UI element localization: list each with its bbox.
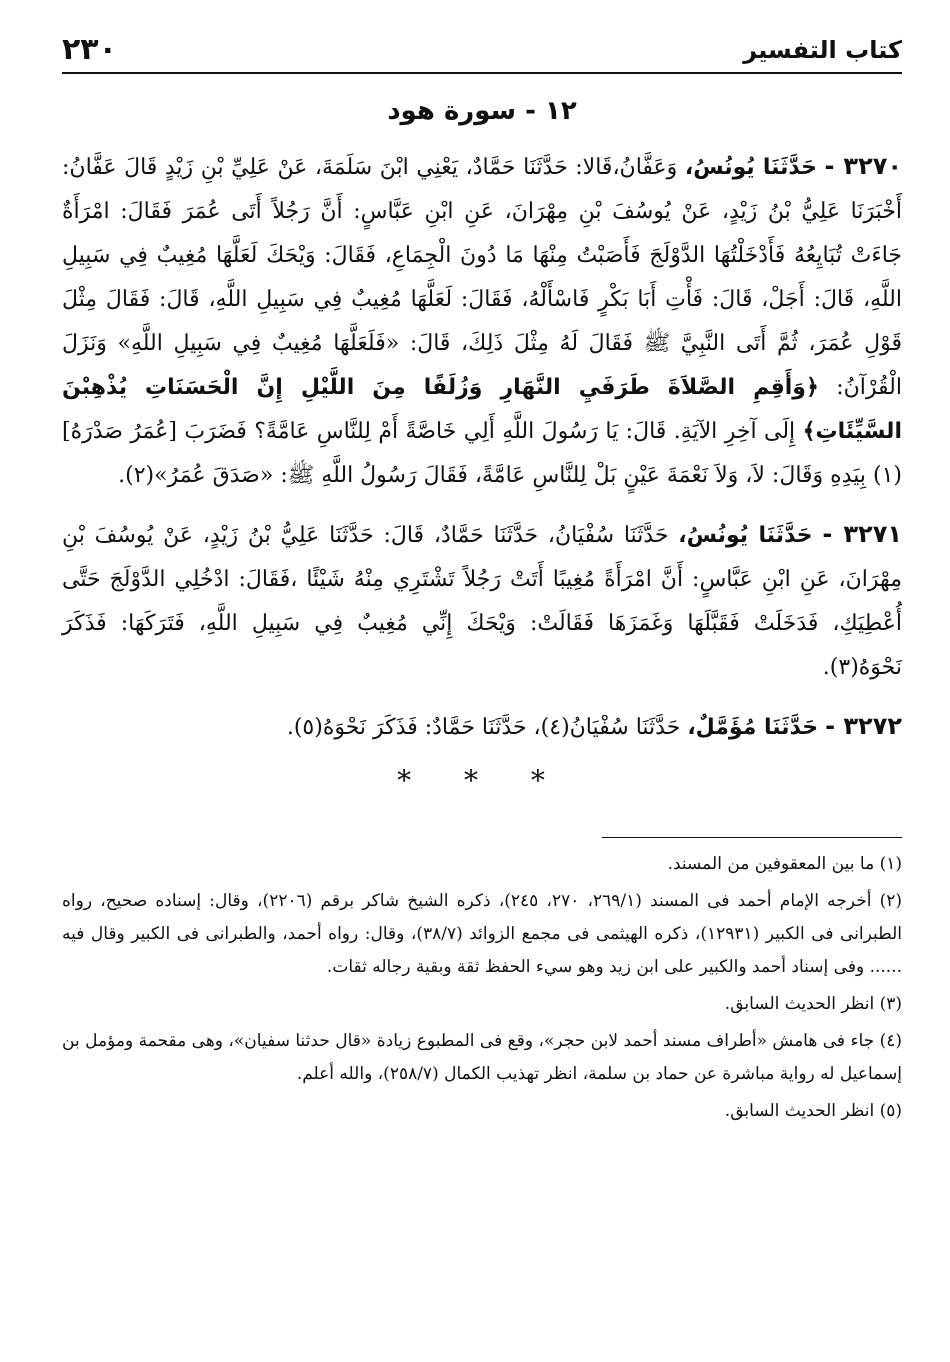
footnote-1: (١) ما بين المعقوفين من المسند. bbox=[667, 854, 902, 874]
hadith-text: حَدَّثَنَا سُفْيَانُ(٤)، حَدَّثَنَا حَمَّادٌ: فَذَكَرَ نَحْوَهُ(٥). bbox=[286, 715, 681, 740]
footnote-4: (٤) جاء فى هامش «أطراف مسند أحمد لابن حجر»، وقع فى المطبوع زيادة «قال حدثنا سفيان»، وهى مقحمة ومؤمل بن إسماعيل له رواية مباشرة عن حماد بن سلمة، انظر تهذيب الكمال (٢٥٨/٧)، والله أعلم. bbox=[62, 1031, 902, 1084]
hadith-3271 bbox=[62, 512, 902, 690]
hadith-text: حَدَّثَنَا سُفْيَانُ، حَدَّثَنَا حَمَّادٌ، قَالَ: حَدَّثَنَا عَلِيُّ بْنُ زَيْدٍ، عَنْ يُوسُفَ بْنِ مِهْرَانَ، عَنِ ابْنِ عَبَّاسٍ: أَنَّ امْرَأَةً مُغِيبًا أَتَتْ رَجُلاً تَشْتَرِي مِنْهُ شَيْئًا ،فَقَالَ: ادْخُلِي الدَّوْلَجَ حَتَّى أُعْطِيَكِ، فَدَخَلَتْ فَقَبَّلَهَا وَغَمَزَهَا فَقَالَتْ: وَيْحَكَ إِنِّي مُغِيبٌ فِي سَبِيلِ اللَّهِ، فَتَرَكَهَا: فَذَكَرَ نَحْوَهُ(٣). bbox=[62, 523, 902, 680]
hadith-number: ٣٢٧٢ - bbox=[825, 712, 902, 740]
page-number: ٢٣٠ bbox=[62, 32, 117, 67]
hadith-lead: حَدَّثَنَا يُونُسُ، bbox=[678, 523, 813, 548]
hadith-number: ٣٢٧٠ - bbox=[824, 152, 903, 180]
footnote-5: (٥) انظر الحديث السابق. bbox=[724, 1101, 902, 1121]
footnote-3: (٣) انظر الحديث السابق. bbox=[724, 994, 902, 1014]
section-separator: * * * bbox=[397, 764, 567, 797]
hadith-lead: حَدَّثَنَا مُؤَمَّلٌ، bbox=[687, 715, 819, 740]
document-page bbox=[62, 30, 902, 1340]
footnote-2: (٢) أخرجه الإمام أحمد فى المسند (٢٦٩/١، ٢٧٠، ٢٤٥)، ذكره الشيخ شاكر برقم (٢٢٠٦)، وقال: إسناده صحيح، رواه الطبرانى فى الكبير (١٢٩٣١)، ذكره الهيثمى فى مجمع الزوائد (٣٨/٧)، وقال: رواه أحمد، والطبرانى فى الكبير وقال فيه ...... وفى إسناد أحمد والكبير على ابن زيد وهو سيء الحفظ ثقة وبقية رجاله ثقات. bbox=[62, 891, 902, 977]
hadith-text-continued: إِلَى آخِرِ الآيَةِ. قَالَ: يَا رَسُولَ اللَّهِ أَلِي خَاصَّةً أَمْ لِلنَّاسِ عَامَّةً؟ فَضَرَبَ [عُمَرُ صَدْرَهُ](١) بِيَدِهِ وَقَالَ: لاَ، وَلاَ نَعْمَةَ عَيْنٍ بَلْ لِلنَّاسِ عَامَّةً، فَقَالَ رَسُولُ اللَّهِ ﷺ: «صَدَقَ عُمَرُ»(٢). bbox=[62, 419, 902, 488]
hadith-3270 bbox=[62, 144, 902, 498]
hadith-number: ٣٢٧١ - bbox=[822, 520, 902, 548]
surah-title: ١٢ - سورة هود bbox=[387, 96, 577, 126]
book-title: كتاب التفسير bbox=[743, 36, 902, 64]
footnote-divider bbox=[602, 837, 902, 838]
page-header bbox=[62, 30, 902, 74]
quran-verse: ﴿وَأَقِمِ الصَّلاَةَ طَرَفَيِ النَّهَارِ وَزُلَفًا مِنَ اللَّيْلِ إِنَّ الْحَسَنَاتِ يُذْهِبْنَ السَّيِّئَاتِ﴾ bbox=[62, 375, 902, 444]
hadith-3272 bbox=[62, 704, 902, 750]
footnotes bbox=[62, 848, 902, 1128]
hadith-lead: حَدَّثَنَا يُونُسُ، bbox=[684, 155, 817, 180]
hadith-text: وَعَفَّانُ،قَالا: حَدَّثَنَا حَمَّادٌ، يَعْنِي ابْنَ سَلَمَةَ، عَنْ عَلِيِّ بْنِ زَيْدٍ قَالَ عَفَّانُ: أَخْبَرَنَا عَلِيُّ بْنُ زَيْدٍ، عَنْ يُوسُفَ بْنِ مِهْرَانَ، عَنِ ابْنِ عَبَّاسٍ: أَنَّ رَجُلاً أَتَى عُمَرَ فَقَالَ: امْرَأَةٌ جَاءَتْ تُبَايِعُهُ فَأَدْخَلْتُهَا الدَّوْلَجَ فَأَصَبْتُ مِنْهَا مَا دُونَ الْجِمَاعِ، فَقَالَ: وَيْحَكَ لَعَلَّهَا مُغِيبٌ فِي سَبِيلِ اللَّهِ، قَالَ: أَجَلْ، قَالَ: فَأْتِ أَبَا بَكْرٍ فَاسْأَلْهُ، فَقَالَ: لَعَلَّهَا مُغِيبٌ فِي سَبِيلِ اللَّهِ، قَالَ: فَقَالَ مِثْلَ قَوْلِ عُمَرَ، ثُمَّ أَتَى النَّبِيَّ ﷺ فَقَالَ لَهُ مِثْلَ ذَلِكَ، قَالَ: «فَلَعَلَّهَا مُغِيبٌ فِي سَبِيلِ اللَّهِ» وَنَزَلَ الْقُرْآنُ: bbox=[62, 155, 902, 400]
